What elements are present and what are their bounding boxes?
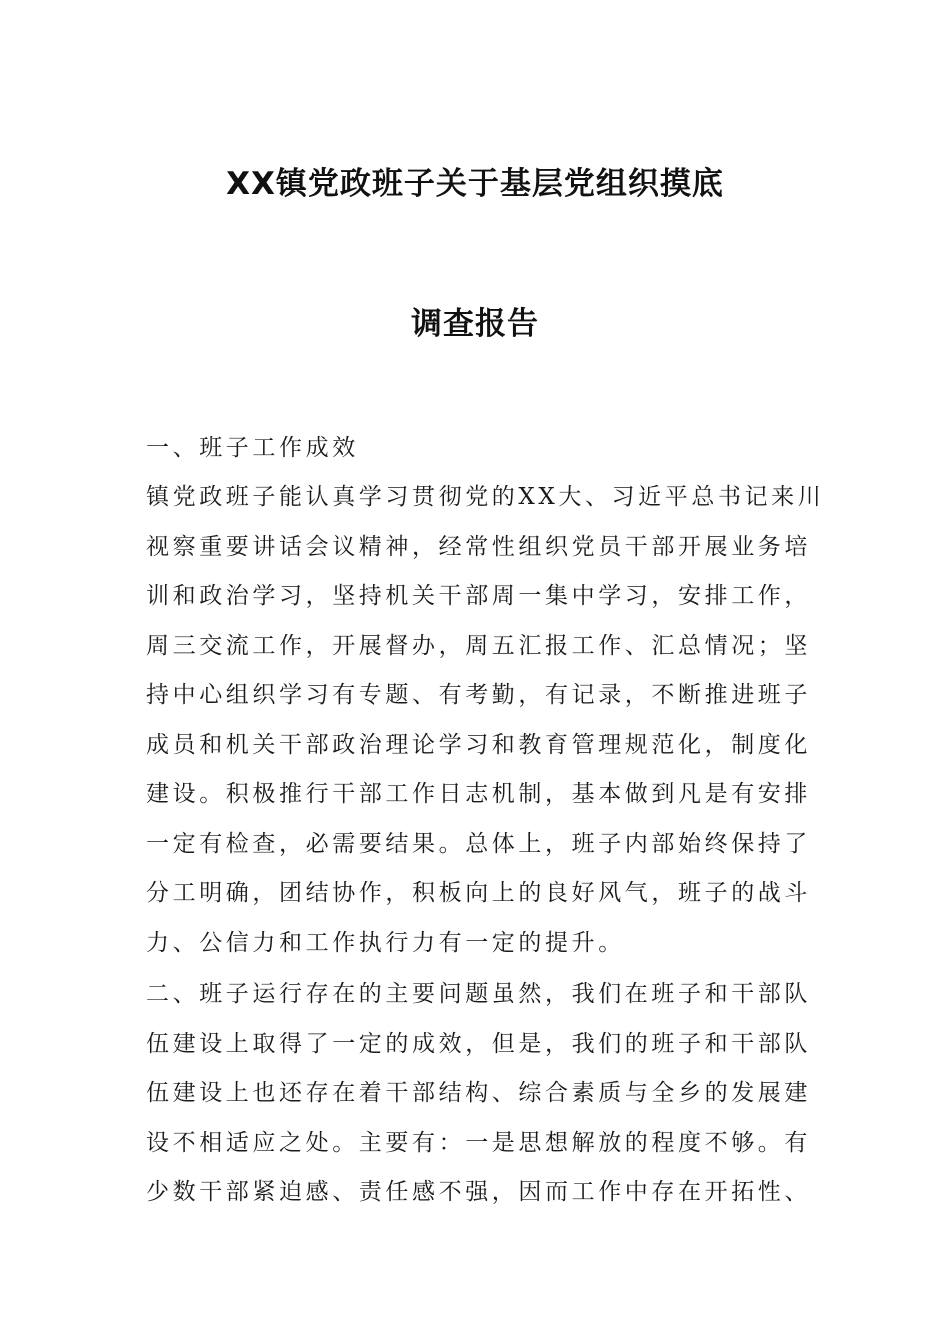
paragraph-line: 镇党政班子能认真学习贯彻党的XX大、习近平总书记来川 (146, 484, 825, 510)
paragraph-line: 伍建设上取得了一定的成效，但是，我们的班子和干部队 (146, 1030, 811, 1057)
paragraph-line: 伍建设上也还存在着干部结构、综合素质与全乡的发展建 (146, 1080, 811, 1106)
section-1-heading: 一、班子工作成效 (146, 435, 359, 461)
paragraph-line: 二、班子运行存在的主要问题虽然，我们在班子和干部队 (146, 981, 811, 1007)
paragraph-line: 视察重要讲话会议精神，经常性组织党员干部开展业务培 (146, 533, 811, 560)
paragraph-line: 周三交流工作，开展督办，周五汇报工作、汇总情况；坚 (146, 632, 811, 659)
paragraph-1 (146, 473, 825, 968)
paragraph-line: 成员和机关干部政治理论学习和教育管理规范化，制度化 (146, 731, 811, 758)
paragraph-line: 少数干部紧迫感、责任感不强，因而工作中存在开拓性、 (146, 1179, 811, 1205)
paragraph-line: 一定有检查，必需要结果。总体上，班子内部始终保持了 (146, 830, 811, 857)
paragraph-line: 力、公信力和工作执行力有一定的提升。 (146, 929, 625, 956)
document-title-line-1: XX镇党政班子关于基层党组织摸底 (226, 166, 724, 202)
paragraph-line: 设不相适应之处。主要有：一是思想解放的程度不够。有 (146, 1129, 811, 1156)
paragraph-line: 训和政治学习，坚持机关干部周一集中学习，安排工作， (146, 583, 811, 609)
paragraph-line: 分工明确，团结协作，积板向上的良好风气，班子的战斗 (146, 880, 811, 906)
paragraph-line: 建设。积极推行干部工作日志机制，基本做到凡是有安排 (146, 781, 811, 807)
document-title-line-2: 调查报告 (411, 306, 539, 342)
paragraph-line: 持中心组织学习有专题、有考勤，有记录，不断推进班子 (146, 682, 811, 708)
paragraph-2 (146, 970, 811, 1218)
